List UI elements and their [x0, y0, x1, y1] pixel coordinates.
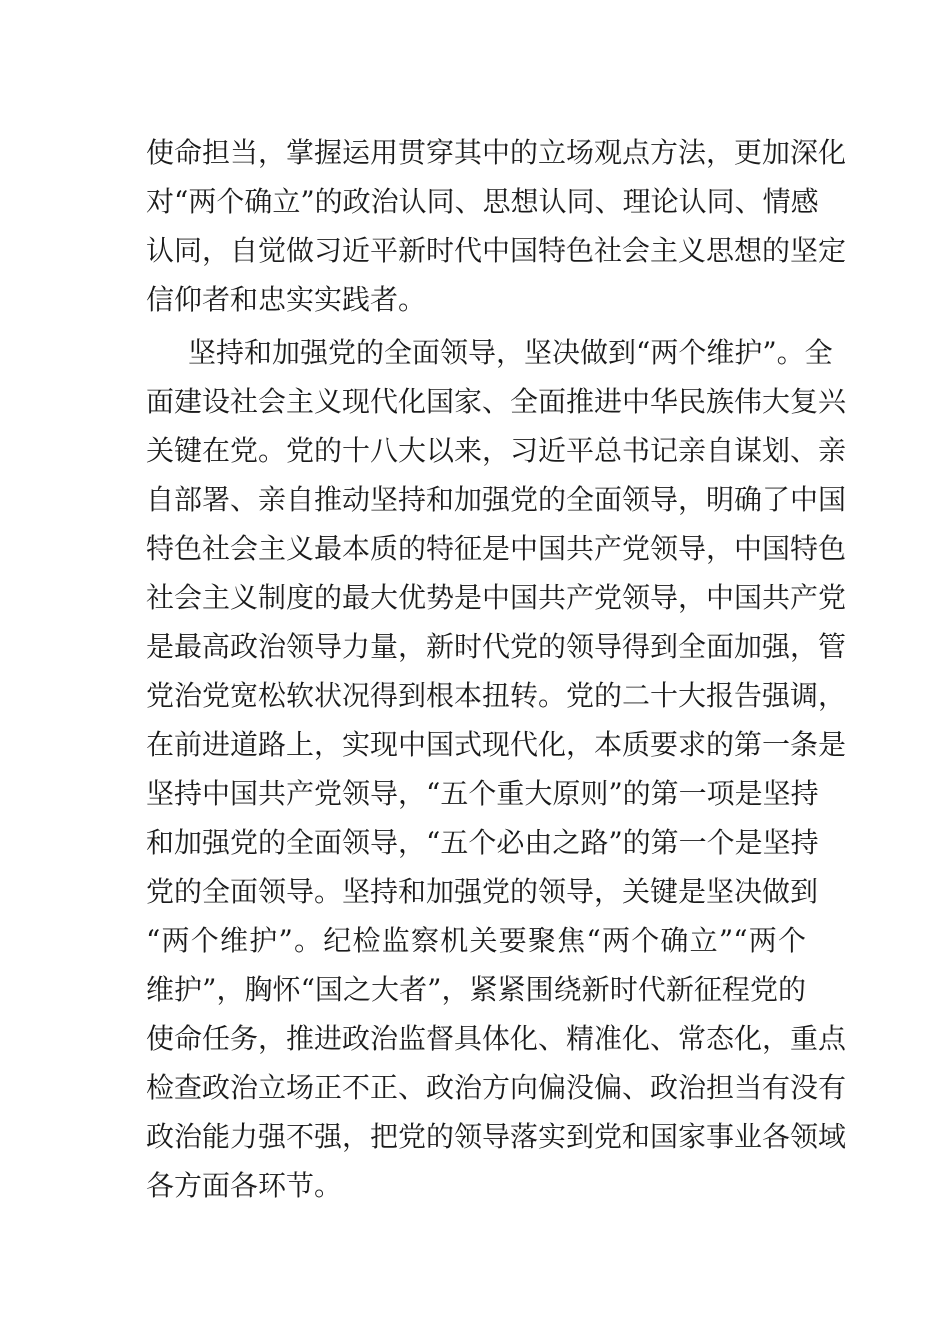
text-line: 自部署、亲自推动坚持和加强党的全面领导，明确了中国	[146, 483, 847, 516]
text-line: 各方面各环节。	[146, 1169, 343, 1202]
paragraph-2	[146, 328, 847, 1210]
text-line: 坚持和加强党的全面领导，坚决做到“两个维护”。全	[188, 336, 833, 369]
text-line: 特色社会主义最本质的特征是中国共产党领导，中国特色	[146, 532, 847, 565]
text-line: 对“两个确立”的政治认同、思想认同、理论认同、情感	[146, 185, 819, 218]
text-line: 维护”，胸怀“国之大者”，紧紧围绕新时代新征程党的	[146, 973, 806, 1006]
text-line: 面建设社会主义现代化国家、全面推进中华民族伟大复兴	[146, 385, 847, 418]
text-line: 和加强党的全面领导，“五个必由之路”的第一个是坚持	[146, 826, 819, 859]
text-line: 信仰者和忠实实践者。	[146, 283, 427, 316]
text-line: 党治党宽松软状况得到根本扭转。党的二十大报告强调，	[146, 679, 847, 712]
text-line: 使命担当，掌握运用贯穿其中的立场观点方法，更加深化	[146, 136, 847, 169]
body-text	[146, 128, 847, 1210]
text-line: 检查政治立场正不正、政治方向偏没偏、政治担当有没有	[146, 1071, 847, 1104]
text-line: 坚持中国共产党领导，“五个重大原则”的第一项是坚持	[146, 777, 819, 810]
text-line: 关键在党。党的十八大以来，习近平总书记亲自谋划、亲	[146, 434, 847, 467]
text-line: 党的全面领导。坚持和加强党的领导，关键是坚决做到	[146, 875, 819, 908]
text-line: “两个维护”。纪检监察机关要聚焦“两个确立”“两个	[146, 924, 806, 957]
paragraph-1	[146, 128, 847, 324]
text-line: 是最高政治领导力量，新时代党的领导得到全面加强，管	[146, 630, 847, 663]
text-line: 使命任务，推进政治监督具体化、精准化、常态化，重点	[146, 1022, 847, 1055]
text-line: 政治能力强不强，把党的领导落实到党和国家事业各领域	[146, 1120, 847, 1153]
text-line: 在前进道路上，实现中国式现代化，本质要求的第一条是	[146, 728, 847, 761]
text-line: 社会主义制度的最大优势是中国共产党领导，中国共产党	[146, 581, 847, 614]
text-line: 认同，自觉做习近平新时代中国特色社会主义思想的坚定	[146, 234, 847, 267]
